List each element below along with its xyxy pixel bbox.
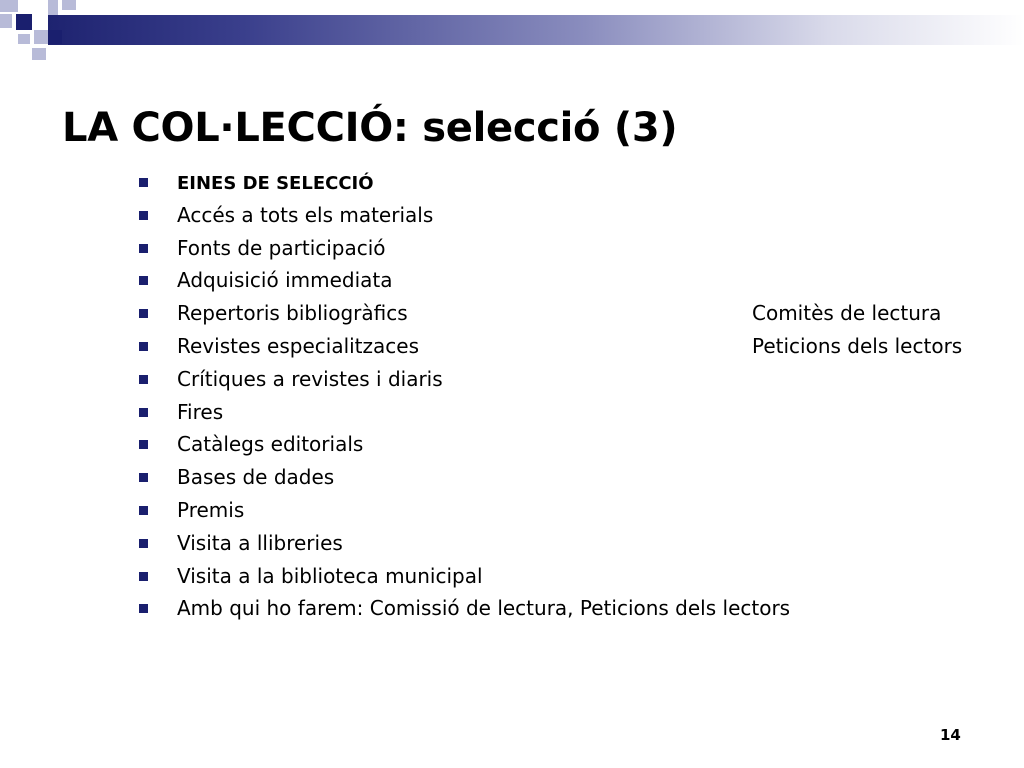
list-item: Bases de dades [139,461,790,494]
square-bullet-icon [139,375,148,384]
square-bullet-icon [139,309,148,318]
decor-square [0,14,12,28]
list-item: Revistes especialitzaces [139,330,790,363]
square-bullet-icon [139,440,148,449]
list-item: Premis [139,494,790,527]
list-item: Amb qui ho farem: Comissió de lectura, Peticions dels lectors [139,592,790,625]
decor-square [62,0,76,10]
page-number: 14 [940,726,961,744]
list-item: Catàlegs editorials [139,428,790,461]
list-item: Fonts de participació [139,232,790,265]
decor-square [48,0,58,15]
decor-square [16,14,32,30]
square-bullet-icon [139,276,148,285]
square-bullet-icon [139,342,148,351]
square-bullet-icon [139,539,148,548]
decor-square [0,0,18,12]
list-item: Fires [139,396,790,429]
bullet-list [139,166,790,625]
square-bullet-icon [139,211,148,220]
square-bullet-icon [139,604,148,613]
side-note-comites: Comitès de lectura [752,301,942,326]
list-item: Repertoris bibliogràfics [139,297,790,330]
list-item: Accés a tots els materials [139,199,790,232]
decor-square [48,30,62,44]
side-note-peticions: Peticions dels lectors [752,334,963,358]
decor-square [34,30,48,44]
square-bullet-icon [139,408,148,417]
square-bullet-icon [139,572,148,581]
slide-title: LA COL·LECCIÓ: selecció (3) [62,105,678,151]
list-item: Visita a llibreries [139,527,790,560]
list-item: Adquisició immediata [139,264,790,297]
square-bullet-icon [139,506,148,515]
list-item: Crítiques a revistes i diaris [139,363,790,396]
square-bullet-icon [139,244,148,253]
decor-square [18,34,30,44]
header-gradient-bar [48,15,1024,45]
square-bullet-icon [139,473,148,482]
list-item: Visita a la biblioteca municipal [139,560,790,593]
square-bullet-icon [139,178,148,187]
decor-square [32,48,46,60]
list-item: EINES DE SELECCIÓ [139,166,790,199]
